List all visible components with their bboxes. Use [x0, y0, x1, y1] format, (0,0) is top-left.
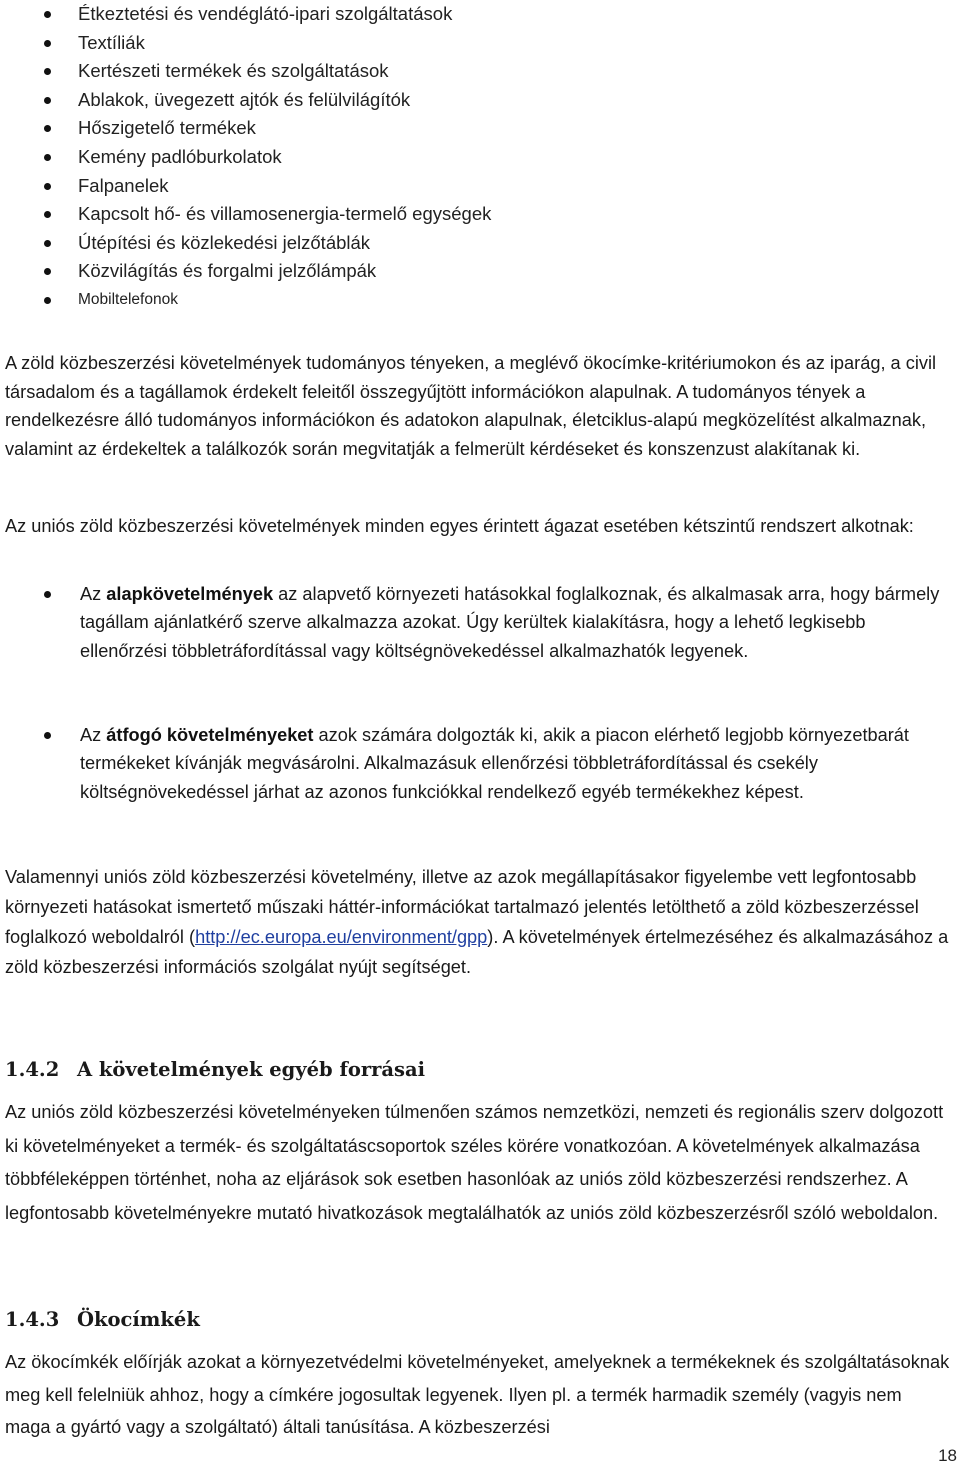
- paragraph-ecolabels: Az ökocímkék előírják azokat a környezetvédelmi követelményeket, amelyeknek a termékeknek és szolgáltatásoknak meg kell felelniük ahhoz, hogy a címkére jogosultak legyenek. Ilyen pl. a termék harmadik személy (vagyis nem maga a gyártó vagy a szolgáltató) általi tanúsítása. A közbeszerzési: [5, 1352, 950, 1437]
- list-item: Kertészeti termékek és szolgáltatások: [0, 57, 960, 86]
- comprehensive-criteria-term: átfogó követelményeket: [106, 725, 314, 745]
- gpp-website-link[interactable]: http://ec.europa.eu/environment/gpp: [195, 927, 488, 947]
- list-item: Textíliák: [0, 29, 960, 58]
- section-number: 1.4.3: [5, 1308, 60, 1331]
- core-criteria-list: [0, 580, 950, 665]
- section-heading-1-4-3: [5, 1308, 200, 1331]
- section-number: 1.4.2: [5, 1058, 60, 1081]
- paragraph-gpp-website: [5, 862, 950, 982]
- bullet-prefix: Az: [80, 725, 107, 745]
- list-item: Kapcsolt hő- és villamosenergia-termelő egységek: [0, 200, 960, 229]
- paragraph-scientific-basis: A zöld közbeszerzési követelmények tudományos tényeken, a meglévő ökocímke-kritériumokon és az iparág, a civil társadalom és a tagállamok érdekelt feleitől összegyűjtött információkon alapulnak. A tudományos tények a rendelkezésre álló tudományos információkon és adatokon alapulnak, életciklus-alapú megközelítést alkalmaznak, valamint az érdekeltek a találkozók során megvitatják a felmerült kérdéseket és konszenzust alakítanak ki.: [5, 353, 937, 459]
- section-title: Ökocímkék: [77, 1308, 200, 1331]
- section-title: A követelmények egyéb forrásai: [77, 1058, 426, 1081]
- list-item: Útépítési és közlekedési jelzőtáblák: [0, 229, 960, 258]
- list-item: Mobiltelefonok: [0, 286, 960, 315]
- list-item: Étkeztetési és vendéglátó-ipari szolgáltatások: [0, 0, 960, 29]
- list-item: Kemény padlóburkolatok: [0, 143, 960, 172]
- list-item-comprehensive-criteria: [0, 721, 950, 806]
- paragraph-other-sources: Az uniós zöld közbeszerzési követelményeken túlmenően számos nemzetközi, nemzeti és regionális szerv dolgozott ki követelményeket a termék- és szolgáltatáscsoportok széles körére vonatkozóan. A követelmények alkalmazása többféleképpen történhet, noha az eljárások sok esetben hasonlóak az uniós zöld közbeszerzési rendszerhez. A legfontosabb követelményekre mutató hivatkozások megtalálhatók az uniós zöld közbeszerzésről szóló weboldalon.: [5, 1102, 944, 1223]
- list-item: Falpanelek: [0, 172, 960, 201]
- paragraph-text: Valamennyi uniós zöld közbeszerzési követelmény, illetve az azok megállapításakor figyelembe vett legfontosabb környezeti hatásokat ismertető műszaki háttér-információkat tartalmazó jelentés letölthető a zöld közbeszerzéssel foglalkozó weboldalról (: [5, 867, 919, 947]
- list-item: Közvilágítás és forgalmi jelzőlámpák: [0, 257, 960, 286]
- list-item: Hőszigetelő termékek: [0, 114, 960, 143]
- list-item: Ablakok, üvegezett ajtók és felülvilágítók: [0, 86, 960, 115]
- core-criteria-term: alapkövetelmények: [106, 584, 274, 604]
- comprehensive-criteria-list: [0, 721, 950, 806]
- list-item-core-criteria: [0, 580, 950, 665]
- bullet-text: az alapvető környezeti hatásokkal foglalkoznak, és alkalmasak arra, hogy bármely tagállam ajánlatkérő szerve alkalmazza azokat. Úgy kerültek kialakításra, hogy a lehető legkisebb ellenőrzési többletráfordítással vagy költségnövekedéssel alkalmazhatók legyenek.: [80, 584, 940, 661]
- bullet-text: azok számára dolgozták ki, akik a piacon elérhető legjobb környezetbarát termékeket kívánják megvásárolni. Alkalmazásuk ellenőrzési többletráfordítással és csekély költségnövekedéssel járhat az azonos funkciókkal rendelkező egyéb termékekhez képest.: [80, 725, 909, 802]
- product-group-list: [0, 0, 960, 315]
- section-heading-1-4-2: [5, 1058, 425, 1081]
- paragraph-text: ). A követelmények értelmezéséhez és alkalmazásához a zöld közbeszerzési információs szolgálat nyújt segítséget.: [5, 927, 949, 977]
- paragraph-two-level-system: Az uniós zöld közbeszerzési követelmények minden egyes érintett ágazat esetében kétszintű rendszert alkotnak:: [5, 516, 914, 536]
- page-number: 18: [938, 1446, 957, 1465]
- bullet-prefix: Az: [80, 584, 107, 604]
